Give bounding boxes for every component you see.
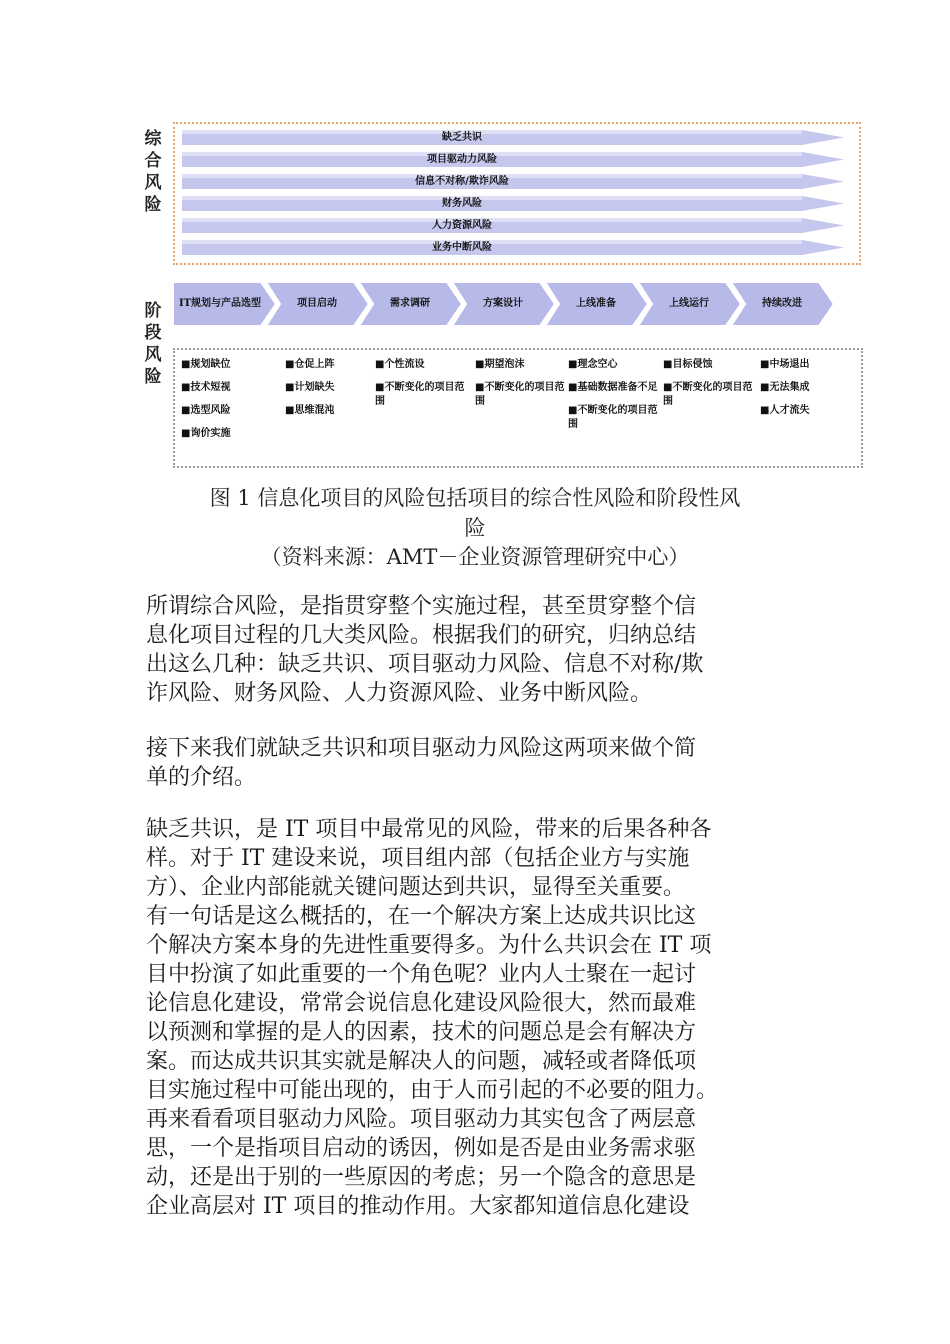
side-label-overall <box>140 128 166 216</box>
stage-risk-item: ■理念空心 <box>568 359 618 370</box>
text-line: 案。而达成共识其实就是解决人的问题，减轻或者降低项 <box>146 1049 697 1074</box>
stage-chevron <box>359 282 462 326</box>
stage-chevron <box>638 282 741 326</box>
paragraph-overall-risk <box>146 592 806 708</box>
stage-risk-item: ■人才流失 <box>760 405 810 416</box>
overall-risk-arrow <box>182 218 844 233</box>
text-line: 有一句话是这么概括的，在一个解决方案上达成共识比这 <box>146 904 697 929</box>
text-line: 个解决方案本身的先进性重要得多。为什么共识会在 IT 项 <box>146 933 712 958</box>
side-label-char: 段 <box>144 323 162 343</box>
stage-risk-box <box>173 348 863 468</box>
stage-risk-item: ■不断变化的项目范围 <box>375 382 465 407</box>
text-line: 动，还是出于别的一些原因的考虑；另一个隐含的意思是 <box>146 1165 697 1190</box>
overall-risk-arrow <box>182 196 844 211</box>
side-label-char: 险 <box>144 195 162 215</box>
overall-risk-label: 项目驱动力风险 <box>427 154 497 165</box>
figure-caption-source: （资料来源：AMT－企业资源管理研究中心） <box>260 545 690 569</box>
side-label-char: 风 <box>144 345 162 365</box>
text-line: 思，一个是指项目启动的诱因，例如是否是由业务需求驱 <box>146 1136 697 1161</box>
stage-risk-column <box>475 358 567 418</box>
overall-risk-arrow <box>182 130 844 145</box>
stage-risk-item: ■不断变化的项目范围 <box>568 405 658 430</box>
stage-label: IT规划与产品选型 <box>178 298 262 309</box>
stage-risk-column <box>181 358 273 450</box>
risk-figure <box>140 120 865 472</box>
stage-chevron <box>266 282 369 326</box>
stage-risk-item: ■仓促上阵 <box>285 359 335 370</box>
stage-risk-column <box>285 358 377 427</box>
text-line: 以预测和掌握的是人的因素，技术的问题总是会有解决方 <box>146 1020 697 1045</box>
stage-chevrons <box>173 282 863 326</box>
overall-risk-label: 缺乏共识 <box>442 132 482 143</box>
stage-risk-item: ■规划缺位 <box>181 359 231 370</box>
stage-risk-column <box>760 358 852 427</box>
figure-caption-line1: 图 1 信息化项目的风险包括项目的综合性风险和阶段性风 <box>209 486 741 510</box>
overall-risk-label: 财务风险 <box>442 198 482 209</box>
text-line: 论信息化建设，常常会说信息化建设风险很大，然而最难 <box>146 991 697 1016</box>
paragraph-intro <box>146 734 806 792</box>
stage-risk-column <box>375 358 467 418</box>
stage-label: 需求调研 <box>390 298 430 309</box>
stage-label: 持续改进 <box>762 298 802 309</box>
text-line: 诈风险、财务风险、人力资源风险、业务中断风险。 <box>146 681 653 706</box>
text-line: 目中扮演了如此重要的一个角色呢？业内人士聚在一起讨 <box>146 962 697 987</box>
stage-risk-item: ■询价实施 <box>181 428 231 439</box>
stage-chevron <box>173 282 276 326</box>
text-line: 目实施过程中可能出现的，由于人而引起的不必要的阻力。 <box>146 1078 719 1103</box>
stage-risk-item: ■计划缺失 <box>285 382 335 393</box>
overall-risk-label: 人力资源风险 <box>432 220 492 231</box>
side-label-char: 综 <box>144 129 162 149</box>
overall-risk-label: 信息不对称/欺诈风险 <box>415 176 509 187</box>
stage-chevron <box>731 282 834 326</box>
stage-label: 上线运行 <box>669 298 709 309</box>
text-line: 接下来我们就缺乏共识和项目驱动力风险这两项来做个简 <box>146 736 697 761</box>
overall-risk-arrow <box>182 152 844 167</box>
overall-risk-arrow <box>182 174 844 189</box>
side-label-char: 阶 <box>144 301 162 321</box>
side-label-char: 险 <box>144 367 162 387</box>
overall-risk-arrow <box>182 240 844 255</box>
stage-risk-item: ■技术短视 <box>181 382 231 393</box>
figure-caption-line2: 险 <box>464 516 486 540</box>
text-line: 样。对于 IT 建设来说，项目组内部（包括企业方与实施 <box>146 846 690 871</box>
paragraph-consensus <box>146 815 806 1221</box>
stage-risk-column <box>568 358 660 441</box>
stage-risk-item: ■中场退出 <box>760 359 810 370</box>
text-line: 缺乏共识，是 IT 项目中最常见的风险，带来的后果各种各 <box>146 817 712 842</box>
stage-risk-item: ■不断变化的项目范围 <box>663 382 753 407</box>
stage-label: 上线准备 <box>576 298 616 309</box>
stage-risk-item: ■思维混沌 <box>285 405 335 416</box>
text-line: 出这么几种：缺乏共识、项目驱动力风险、信息不对称/欺 <box>146 652 704 677</box>
stage-risk-item: ■目标侵蚀 <box>663 359 713 370</box>
text-line: 所谓综合风险，是指贯穿整个实施过程，甚至贯穿整个信 <box>146 594 697 619</box>
stage-label: 项目启动 <box>297 298 337 309</box>
stage-risk-item: ■不断变化的项目范围 <box>475 382 565 407</box>
side-label-char: 合 <box>144 151 162 171</box>
stage-chevron <box>452 282 555 326</box>
text-line: 方）、企业内部能就关键问题达到共识，显得至关重要。 <box>146 875 686 900</box>
overall-risk-label: 业务中断风险 <box>432 242 492 253</box>
stage-risk-item: ■期望泡沫 <box>475 359 525 370</box>
stage-risk-column <box>663 358 755 418</box>
stage-label: 方案设计 <box>483 298 523 309</box>
stage-risk-item: ■个性流设 <box>375 359 425 370</box>
side-label-stage <box>140 300 166 388</box>
text-line: 单的介绍。 <box>146 765 257 790</box>
text-line: 企业高层对 IT 项目的推动作用。大家都知道信息化建设 <box>146 1194 690 1219</box>
stage-risk-item: ■选型风险 <box>181 405 231 416</box>
side-label-char: 风 <box>144 173 162 193</box>
stage-chevron <box>545 282 648 326</box>
text-line: 再来看看项目驱动力风险。项目驱动力其实包含了两层意 <box>146 1107 697 1132</box>
text-line: 息化项目过程的几大类风险。根据我们的研究，归纳总结 <box>146 623 697 648</box>
stage-risk-item: ■基础数据准备不足 <box>568 382 658 393</box>
stage-risk-item: ■无法集成 <box>760 382 810 393</box>
